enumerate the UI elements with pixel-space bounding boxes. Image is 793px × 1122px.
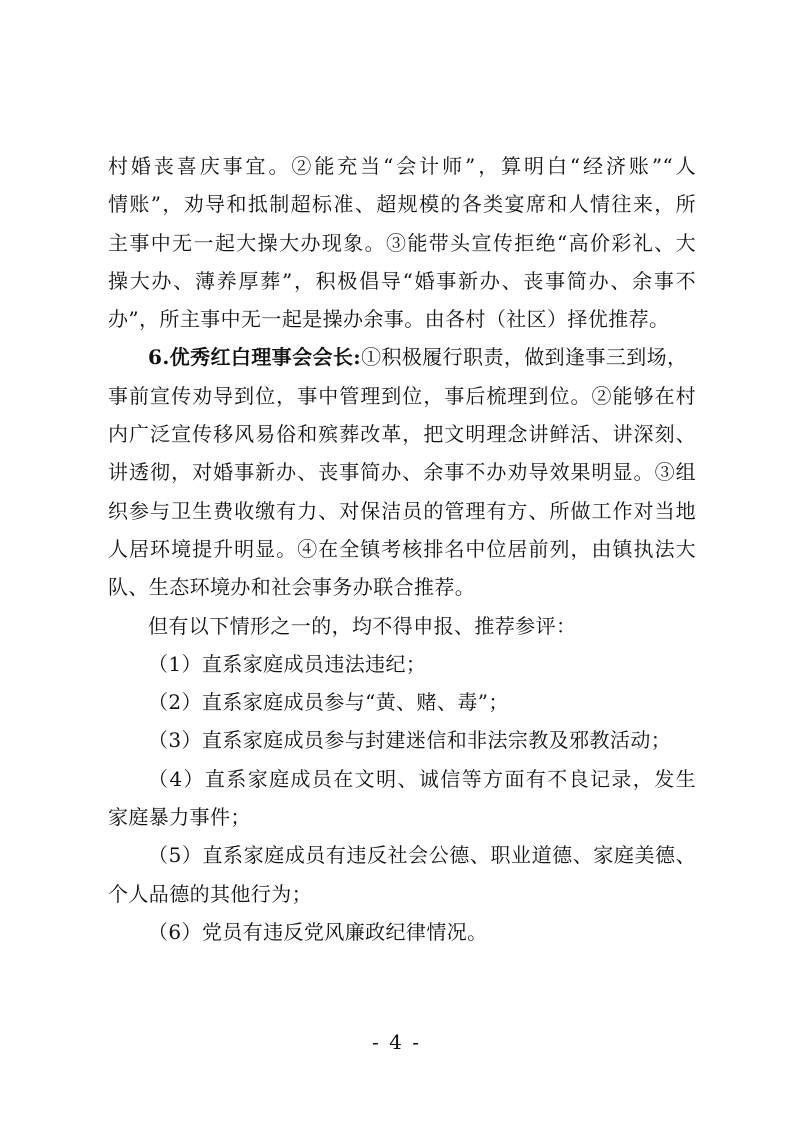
item-6-heading: 6.优秀红白理事会会长: [148, 345, 362, 370]
document-body [108, 147, 696, 951]
exclusion-item-continued: 个人品德的其他行为； [108, 881, 312, 906]
exclusion-item: （6）党员有违反党风廉政纪律情况。 [148, 919, 488, 944]
paragraph-line: 情账”，劝导和抵制超标准、超规模的各类宴席和人情往来，所 [108, 192, 696, 217]
item-6-text: ①积极履行职责，做到逢事三到场， [361, 345, 688, 370]
exclusion-item-continued: 家庭暴力事件； [108, 805, 251, 830]
paragraph-line: 人居环境提升明显。④在全镇考核排名中位居前列，由镇执法大 [108, 536, 696, 561]
exclusion-item: （4）直系家庭成员在文明、诚信等方面有不良记录，发生 [148, 766, 696, 791]
paragraph-line: 村婚丧喜庆事宜。②能充当“会计师”，算明白“经济账”“人 [108, 154, 696, 178]
paragraph-line: 内广泛宣传移风易俗和殡葬改革，把文明理念讲鲜活、讲深刻、 [108, 422, 696, 447]
exclusion-item: （5）直系家庭成员有违反社会公德、职业道德、家庭美德、 [148, 843, 696, 868]
paragraph-line: 办”，所主事中无一起是操办余事。由各村（社区）择优推荐。 [108, 307, 670, 332]
exclusion-item: （3）直系家庭成员参与封建迷信和非法宗教及邪教活动； [148, 728, 672, 753]
paragraph-line: 队、生态环境办和社会事务办联合推荐。 [108, 575, 476, 600]
item-6-first-line [108, 338, 696, 376]
paragraph-line: 讲透彻，对婚事新办、丧事简办、余事不办劝导效果明显。③组 [108, 460, 696, 485]
paragraph-line: 操大办、薄养厚葬”，积极倡导“婚事新办、丧事简办、余事不 [108, 268, 696, 293]
paragraph-line: 织参与卫生费收缴有力、对保洁员的管理有方、所做工作对当地 [108, 498, 696, 523]
paragraph-line: 主事中无一起大操大办现象。③能带头宣传拒绝“高价彩礼、大 [108, 230, 696, 255]
exclusion-intro: 但有以下情形之一的，均不得申报、推荐参评： [148, 613, 577, 638]
page-number: - 4 - [372, 1030, 421, 1054]
exclusion-item: （1）直系家庭成员违法违纪； [148, 651, 427, 676]
exclusion-item: （2）直系家庭成员参与“黄、赌、毒”； [148, 690, 509, 715]
paragraph-line: 事前宣传劝导到位，事中管理到位，事后梳理到位。②能够在村 [108, 383, 696, 408]
